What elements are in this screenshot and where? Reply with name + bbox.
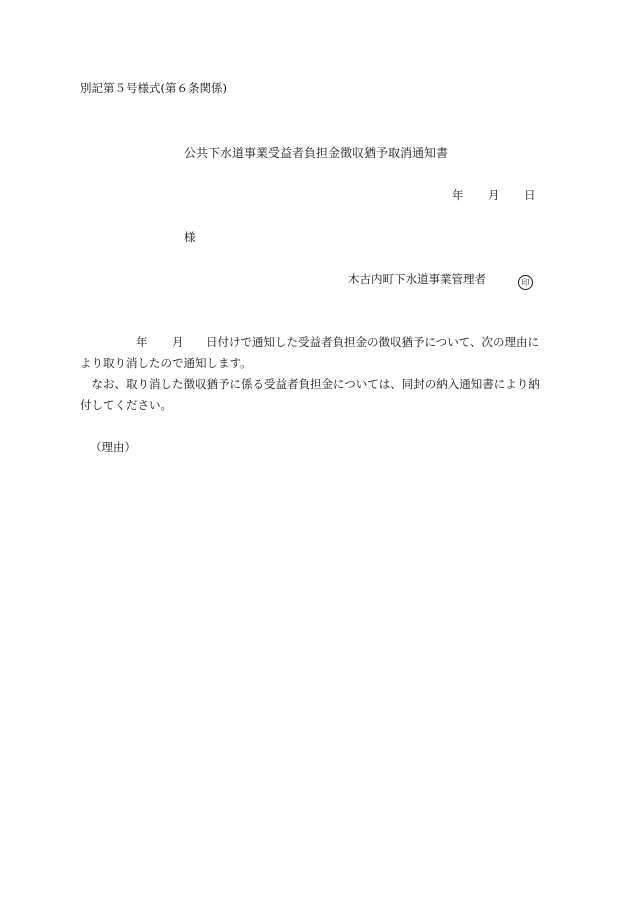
body-line-4: 付してください。 [80,398,172,412]
body-line-3: なお、取り消した徴収猶予に係る受益者負担金については、同封の納入通知書により納 [80,377,540,391]
date-day-label: 日 [524,188,536,202]
seal-stamp: 印 [518,275,533,290]
body-line-2: より取り消したので通知します。 [80,356,252,370]
reason-label: （理由） [90,440,136,454]
date-year-label: 年 [452,188,464,202]
body-month-label: 月 [172,335,184,349]
body-line-1-text: 日付けで通知した受益者負担金の徴収猶予について、次の理由に [206,335,540,349]
body-line-1 [80,334,539,350]
date-line [452,187,536,203]
date-month-label: 月 [488,188,500,202]
sender-line [348,271,533,290]
form-number: 別記第５号様式(第６条関係) [80,81,227,95]
recipient-suffix: 様 [184,230,196,244]
sender-name: 木古内町下水道事業管理者 [348,272,486,286]
document-title: 公共下水道事業受益者負担金徴収猶予取消通知書 [184,146,449,160]
body-year-label: 年 [136,335,148,349]
